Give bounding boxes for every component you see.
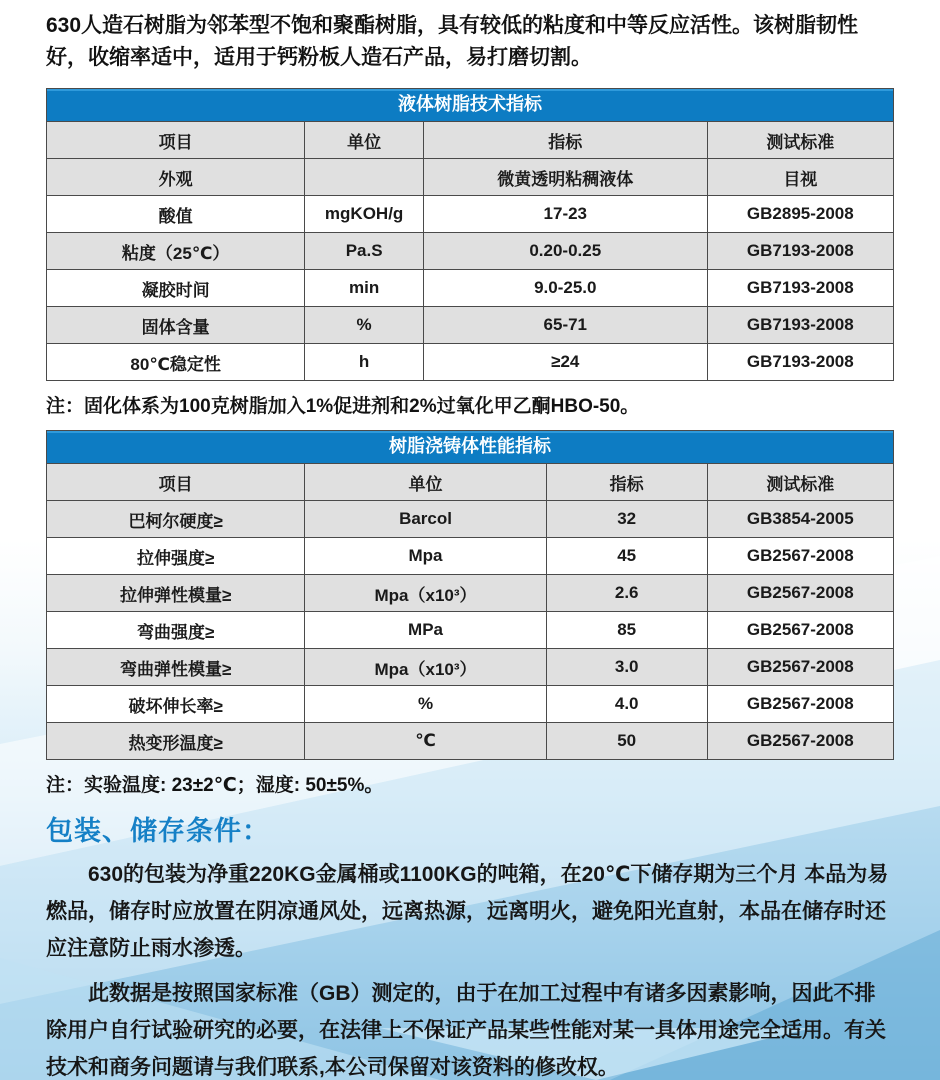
table-row [47,307,894,344]
table-row [47,501,894,538]
table-cell: 4.0 [546,686,707,723]
column-header: 指标 [423,122,707,159]
table-cell: 9.0-25.0 [423,270,707,307]
table-cell: % [305,686,546,723]
table-cell: 拉伸弹性模量≥ [47,575,305,612]
table-cell: ≥24 [423,344,707,381]
table-cell: 粘度（25℃） [47,233,305,270]
table-cell: GB3854-2005 [707,501,893,538]
table-cell: 拉伸强度≥ [47,538,305,575]
casting-body-table-title: 树脂浇铸体性能指标 [46,430,894,463]
liquid-resin-table-note: 注：固化体系为100克树脂加入1%促进剂和2%过氧化甲乙酮HBO-50。 [46,396,640,417]
table-row [47,649,894,686]
table-cell: MPa [305,612,546,649]
table-row [47,344,894,381]
table-cell: min [305,270,424,307]
table-header-row [47,464,894,501]
column-header: 单位 [305,122,424,159]
table-row [47,196,894,233]
table-cell: 0.20-0.25 [423,233,707,270]
liquid-resin-section [46,88,894,418]
table-row [47,270,894,307]
table-cell: 巴柯尔硬度≥ [47,501,305,538]
table-cell: ℃ [305,723,546,760]
table-cell: 微黄透明粘稠液体 [423,159,707,196]
casting-body-section [46,430,894,797]
table-cell: 凝胶时间 [47,270,305,307]
table-row [47,159,894,196]
casting-body-table [46,463,894,760]
table-cell: 弯曲强度≥ [47,612,305,649]
table-cell: Mpa（x10³） [305,649,546,686]
table-cell: GB2895-2008 [707,196,893,233]
column-header: 项目 [47,464,305,501]
table-row [47,575,894,612]
table-row [47,723,894,760]
storage-heading: 包装、储存条件： [46,816,270,846]
table-header-row [47,122,894,159]
table-cell: 热变形温度≥ [47,723,305,760]
table-cell: 17-23 [423,196,707,233]
table-cell: 45 [546,538,707,575]
table-cell: GB2567-2008 [707,723,893,760]
table-cell: 2.6 [546,575,707,612]
column-header: 指标 [546,464,707,501]
table-cell: mgKOH/g [305,196,424,233]
table-cell: Barcol [305,501,546,538]
casting-body-table-note: 注：实验温度: 23±2℃；湿度: 50±5%。 [46,775,384,796]
table-cell: % [305,307,424,344]
table-cell: 50 [546,723,707,760]
table-cell: Mpa（x10³） [305,575,546,612]
table-cell: GB7193-2008 [707,307,893,344]
intro-paragraph: 630人造石树脂为邻苯型不饱和聚酯树脂，具有较低的粘度和中等反应活性。该树脂韧性好，收缩率适中，适用于钙粉板人造石产品，易打磨切割。 [46,14,859,69]
liquid-resin-table-title: 液体树脂技术指标 [46,88,894,121]
column-header: 测试标准 [707,464,893,501]
table-cell: 酸值 [47,196,305,233]
table-cell: GB2567-2008 [707,612,893,649]
table-cell: GB2567-2008 [707,649,893,686]
storage-paragraph: 630的包装为净重220KG金属桶或1100KG的吨箱，在20℃下储存期为三个月 本品为易燃品，储存时应放置在阴凉通风处，远离热源，远离明火，避免阳光直射，本品在储存时还应注意防止雨水渗透。 [46,863,889,960]
column-header: 测试标准 [707,122,893,159]
table-cell: 65-71 [423,307,707,344]
table-cell: h [305,344,424,381]
table-row [47,233,894,270]
table-cell: 3.0 [546,649,707,686]
column-header: 单位 [305,464,546,501]
table-row [47,538,894,575]
liquid-resin-table [46,121,894,381]
table-cell: 32 [546,501,707,538]
table-cell: 80℃稳定性 [47,344,305,381]
table-cell: 目视 [707,159,893,196]
table-cell: Pa.S [305,233,424,270]
table-row [47,686,894,723]
table-cell: 弯曲弹性模量≥ [47,649,305,686]
table-cell: 破坏伸长率≥ [47,686,305,723]
table-cell: GB7193-2008 [707,344,893,381]
table-row [47,612,894,649]
table-cell: 85 [546,612,707,649]
table-cell [305,159,424,196]
table-cell: 外观 [47,159,305,196]
table-cell: GB2567-2008 [707,575,893,612]
table-cell: GB2567-2008 [707,538,893,575]
table-cell: Mpa [305,538,546,575]
table-cell: GB7193-2008 [707,233,893,270]
column-header: 项目 [47,122,305,159]
table-cell: 固体含量 [47,307,305,344]
disclaimer-paragraph: 此数据是按照国家标准（GB）测定的，由于在加工过程中有诸多因素影响，因此不排除用户自行试验研究的必要，在法律上不保证产品某些性能对某一具体用途完全适用。有关技术和商务问题请与我们联系,本公司保留对该资料的修改权。 [46,982,886,1079]
table-cell: GB7193-2008 [707,270,893,307]
table-cell: GB2567-2008 [707,686,893,723]
